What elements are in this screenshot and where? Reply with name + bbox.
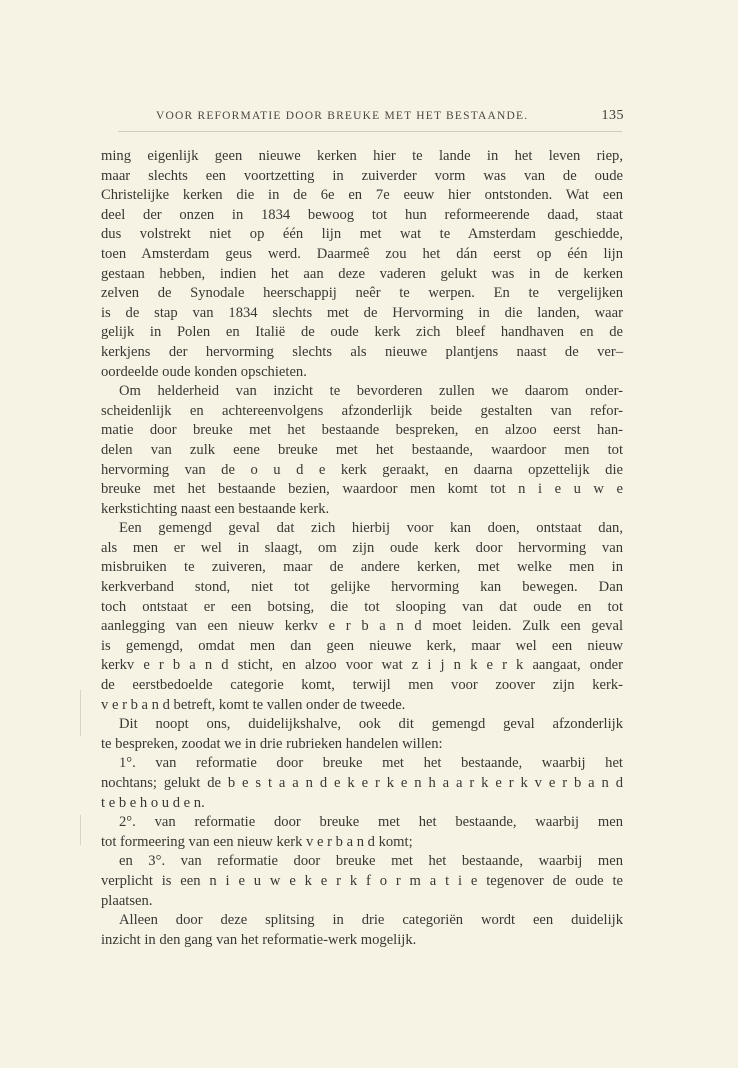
text-line: gelijk in Polen en Italië de oude kerk zich bleef handhaven en de <box>101 324 623 341</box>
text-line: kerkv e r b a n d sticht, en alzoo voor wat z i j n k e r k aangaat, onder <box>101 657 623 674</box>
text-line: matie door breuke met het bestaande bespreken, en alzoo eerst han- <box>101 422 623 439</box>
paragraph <box>101 147 623 382</box>
text-line: hervorming van de o u d e kerk geraakt, en daarna opzettelijk die <box>101 461 623 478</box>
margin-scan-mark <box>80 815 81 845</box>
paragraph <box>101 852 623 911</box>
text-line: tot formeering van een nieuw kerk v e r b a n d komt; <box>101 833 413 850</box>
text-line: en 3°. van reformatie door breuke met het bestaande, waarbij men <box>119 853 623 870</box>
text-line: dus volstrekt niet op één lijn met wat te Amsterdam geschiedde, <box>101 226 623 243</box>
paragraph <box>101 911 623 950</box>
text-line: inzicht in den gang van het reformatie-werk mogelijk. <box>101 931 417 948</box>
margin-scan-mark <box>80 690 81 736</box>
text-line: kerkstichting naast een bestaande kerk. <box>101 500 330 517</box>
text-line: gestaan hebben, indien het aan deze vaderen gelukt was in de kerken <box>101 265 623 282</box>
paragraph <box>101 754 623 813</box>
paragraph <box>101 382 623 519</box>
text-line: scheidenlijk en achtereenvolgens afzonderlijk beide gestalten van refor- <box>101 402 623 419</box>
text-line: breuke met het bestaande bezien, waardoor men komt tot n i e u w e <box>101 481 623 498</box>
text-line: nochtans; gelukt de b e s t a a n d e k e r k e n h a a r k e r k v e r b a n d <box>101 775 623 791</box>
text-line: Alleen door deze splitsing in drie categoriën wordt een duidelijk <box>119 912 623 929</box>
text-line: als men er wel in slaagt, om zijn oude kerk door hervorming van <box>101 539 623 556</box>
text-line: ming eigenlijk geen nieuwe kerken hier te lande in het leven riep, <box>101 148 623 164</box>
text-line: is de stap van 1834 slechts met de Hervorming in die landen, waar <box>101 304 623 321</box>
text-line: aanlegging van een nieuw kerkv e r b a n d moet leiden. Zulk een geval <box>101 618 623 635</box>
text-line: plaatsen. <box>101 892 153 909</box>
text-line: t e b e h o u d e n. <box>101 794 205 811</box>
text-line: kerkverband stond, niet tot gelijke hervorming kan bewegen. Dan <box>101 579 623 596</box>
text-line: misbruiken te zuiveren, maar de andere kerken, met welke men in <box>101 559 623 576</box>
text-line: toen Amsterdam geus werd. Daarmeê zou het dán eerst op één lijn <box>101 245 623 262</box>
text-line: oordeelde oude konden opschieten. <box>101 363 307 380</box>
text-line: toch ontstaat er een botsing, die tot slooping van dat oude en tot <box>101 598 623 615</box>
text-line: delen van zulk eene breuke met het bestaande, waardoor men tot <box>101 441 623 458</box>
text-line: Dit noopt ons, duidelijkshalve, ook dit gemengd geval afzonderlijk <box>119 716 623 733</box>
text-line: de eerstbedoelde categorie komt, terwijl men voor zoover zijn kerk- <box>101 677 623 694</box>
text-line: Om helderheid van inzicht te bevorderen zullen we daarom onder- <box>119 383 623 400</box>
paragraph <box>101 519 623 715</box>
text-line: verplicht is een n i e u w e k e r k f o r m a t i e tegenover de oude te <box>101 872 623 889</box>
text-line: maar slechts een voortzetting in zuiverder vorm was van de oude <box>101 167 623 184</box>
text-line: zelven de Synodale heerschappij neêr te werpen. En te vergelijken <box>101 285 623 302</box>
running-head <box>100 108 626 132</box>
text-line: Christelijke kerken die in de 6e en 7e eeuw hier ontstonden. Wat een <box>101 187 623 204</box>
text-line: v e r b a n d betreft, komt te vallen onder de tweede. <box>101 696 406 713</box>
text-line: is gemengd, omdat men dan geen nieuwe kerk, maar wel een nieuw <box>101 637 623 654</box>
text-line: 2°. van reformatie door breuke met het bestaande, waarbij men <box>119 814 623 831</box>
page-number: 135 <box>601 108 624 123</box>
text-line: kerkjens der hervorming slechts als nieuwe plantjens naast de ver– <box>101 343 623 360</box>
text-line: 1°. van reformatie door breuke met het bestaande, waarbij het <box>119 755 623 772</box>
text-line: deel der onzen in 1834 bewoog tot hun reformeerende daad, staat <box>101 206 623 223</box>
body-text <box>101 147 623 950</box>
running-title: VOOR REFORMATIE DOOR BREUKE MET HET BESTAANDE. <box>156 110 529 122</box>
paragraph <box>101 813 623 852</box>
header-rule <box>118 131 622 132</box>
text-line: Een gemengd geval dat zich hierbij voor kan doen, ontstaat dan, <box>119 520 623 537</box>
text-line: te bespreken, zoodat we in drie rubrieken handelen willen: <box>101 735 443 752</box>
paragraph <box>101 715 623 754</box>
